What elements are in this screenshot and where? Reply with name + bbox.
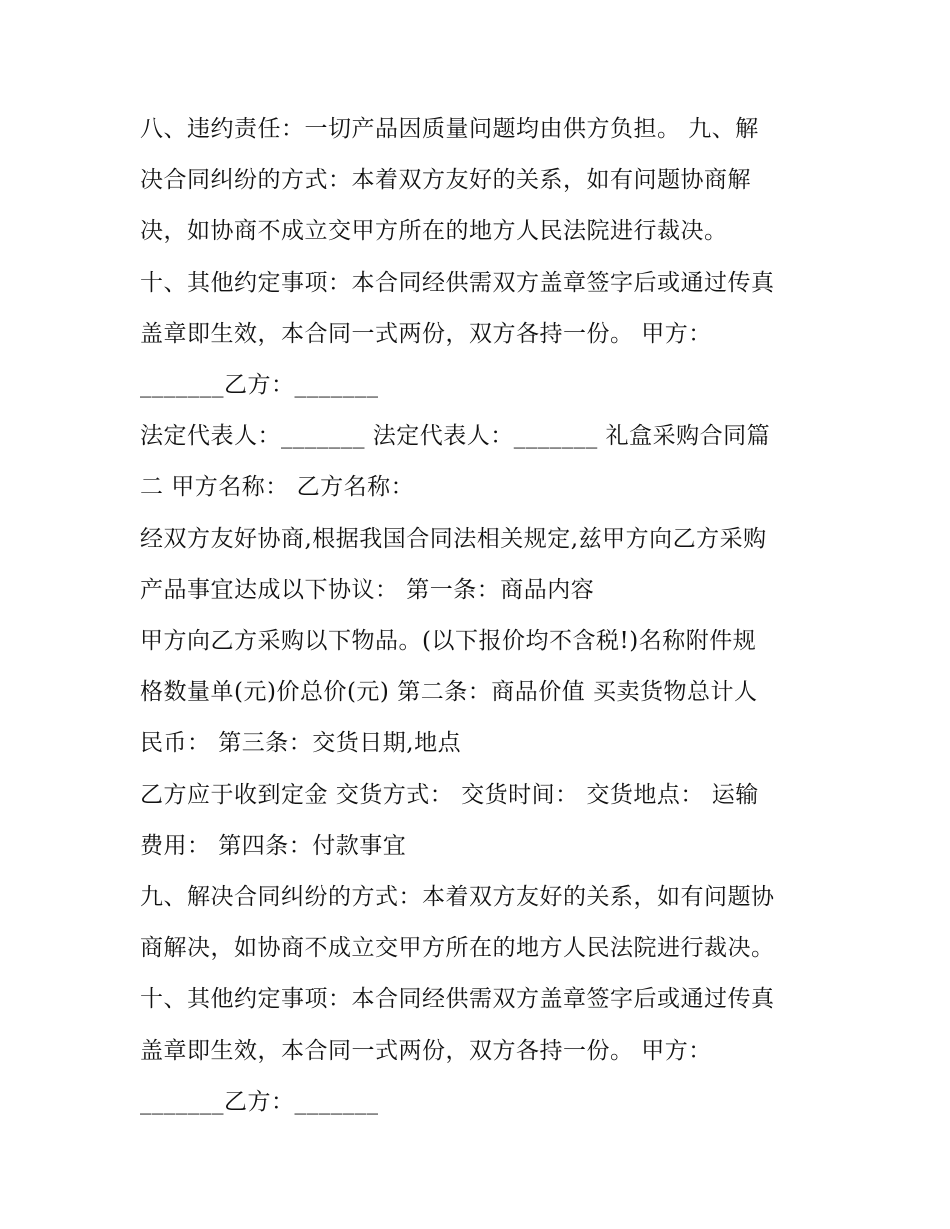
signature-line: _______乙方：_______	[140, 1088, 379, 1115]
text-line: 费用： 第四条：付款事宜	[140, 832, 407, 859]
text-line: 盖章即生效，本合同一式两份，双方各持一份。 甲方：	[140, 320, 712, 347]
text-line: 九、解决合同纠纷的方式：本着双方友好的关系，如有问题协	[140, 884, 775, 911]
text-line: 法定代表人：_______ 法定代表人：_______ 礼盒采购合同篇	[140, 423, 771, 450]
text-line: 乙方应于收到定金 交货方式： 交货时间： 交货地点： 运输	[140, 781, 759, 808]
text-line: 决，如协商不成立交甲方所在的地方人民法院进行裁决。	[140, 218, 728, 245]
text-line: 决合同纠纷的方式：本着双方友好的关系，如有问题协商解	[140, 167, 751, 194]
document-body	[140, 104, 830, 1128]
text-line: 商解决，如协商不成立交甲方所在的地方人民法院进行裁决。	[140, 935, 775, 962]
text-line: 民币： 第三条：交货日期,地点	[140, 730, 462, 757]
text-line: 八、违约责任：一切产品因质量问题均由供方负担。 九、解	[140, 116, 759, 142]
text-line: 格数量单(元)价总价(元) 第二条：商品价值 买卖货物总计人	[140, 679, 758, 706]
text-line: 十、其他约定事项：本合同经供需双方盖章签字后或通过传真	[140, 986, 775, 1013]
text-line: 二 甲方名称： 乙方名称：	[140, 474, 415, 501]
text-line: 十、其他约定事项：本合同经供需双方盖章签字后或通过传真	[140, 269, 775, 296]
text-line: 甲方向乙方采购以下物品。(以下报价均不含税!)名称附件规	[140, 628, 757, 655]
text-line: 产品事宜达成以下协议： 第一条：商品内容	[140, 576, 595, 603]
signature-line: _______乙方：_______	[140, 372, 379, 399]
text-line: 盖章即生效，本合同一式两份，双方各持一份。 甲方：	[140, 1037, 712, 1064]
text-line: 经双方友好协商,根据我国合同法相关规定,兹甲方向乙方采购	[140, 525, 767, 552]
